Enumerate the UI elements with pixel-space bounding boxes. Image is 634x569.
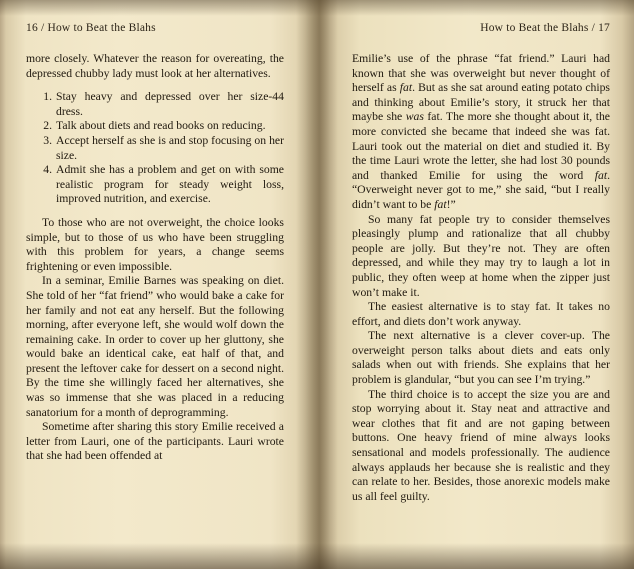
paragraph: So many fat people try to consider themselves pleasingly plump and rationalize that all chubby people are jolly. But they’re not. They are often depressed, and while they may try to laugh a lot in public, they often weep at home when the zipper just won’t make it. (352, 212, 610, 299)
right-page-folio: How to Beat the Blahs / 17 (480, 22, 610, 34)
paragraph: Emilie’s use of the phrase “fat friend.” Lauri had known that she was overweight but never thought of herself as fat. But as she sat around eating potato chips and thinking about Emilie’s story, it struck her that maybe she was fat. The more she thought about it, the more convicted she became that indeed she was fat. Lauri took out the material on diet and studied it. By the time Lauri wrote the letter, she had lost 30 pounds and thanked Emilie for using the word fat. “Overweight never got to me,” she said, “but I really didn’t want to be fat!” (352, 52, 610, 211)
paragraph-spacer (26, 207, 284, 216)
paragraph: The easiest alternative is to stay fat. It takes no effort, and diets don’t work anyway. (352, 300, 610, 328)
alternatives-list (26, 90, 284, 207)
left-page-body (26, 52, 284, 464)
paragraph: In a seminar, Emilie Barnes was speaking on diet. She told of her “fat friend” who would bake a cake for her family and not eat any herself. But the following morning, after everyone left, she would wolf down the remaining cake. In order to cover up her gluttony, she would bake an identical cake, eat half of that, and present the leftover cake for dessert on a second night. By the time she willingly faced her alternatives, she was so immense that she was placed in a reducing sanatorium for a month of deprogramming. (26, 274, 284, 419)
paragraph: To those who are not overweight, the choice looks simple, but to those of us who have been struggling with this problem for years, a change seems frightening or even impossible. (26, 215, 284, 273)
right-page (352, 0, 610, 504)
list-item: Stay heavy and depressed over her size-44 dress. (56, 90, 284, 118)
paragraph: The next alternative is a clever cover-up. The overweight person talks about diets and eats only salads when out with friends. She explains that her problem is glandular, “but you can see I’m trying.” (352, 329, 610, 387)
paragraph: more closely. Whatever the reason for overeating, the depressed chubby lady must look at her alternatives. (26, 52, 284, 80)
book-gutter-shadow (296, 0, 338, 569)
list-item: Talk about diets and read books on reducing. (56, 119, 266, 133)
list-item: Accept herself as she is and stop focusing on her size. (56, 133, 284, 162)
left-page (26, 0, 284, 464)
paragraph: Sometime after sharing this story Emilie received a letter from Lauri, one of the participants. Lauri wrote that she had been offended at (26, 420, 284, 463)
page-bottom-shadow (0, 543, 634, 569)
left-page-folio: 16 / How to Beat the Blahs (26, 22, 156, 34)
paragraph: The third choice is to accept the size you are and stop worrying about it. Stay neat and attractive and wear clothes that fit and are not gaping between buttons. One heavy friend of mine always looks sensational and models professionally. The audience always applauds her because she is realistic and they can relate to her. Besides, those anorexic models make us all feel guilty. (352, 387, 610, 503)
list-item: Admit she has a problem and get on with some realistic program for steady weight loss, improved nutrition, and exercise. (56, 163, 284, 206)
right-page-body (352, 52, 610, 504)
